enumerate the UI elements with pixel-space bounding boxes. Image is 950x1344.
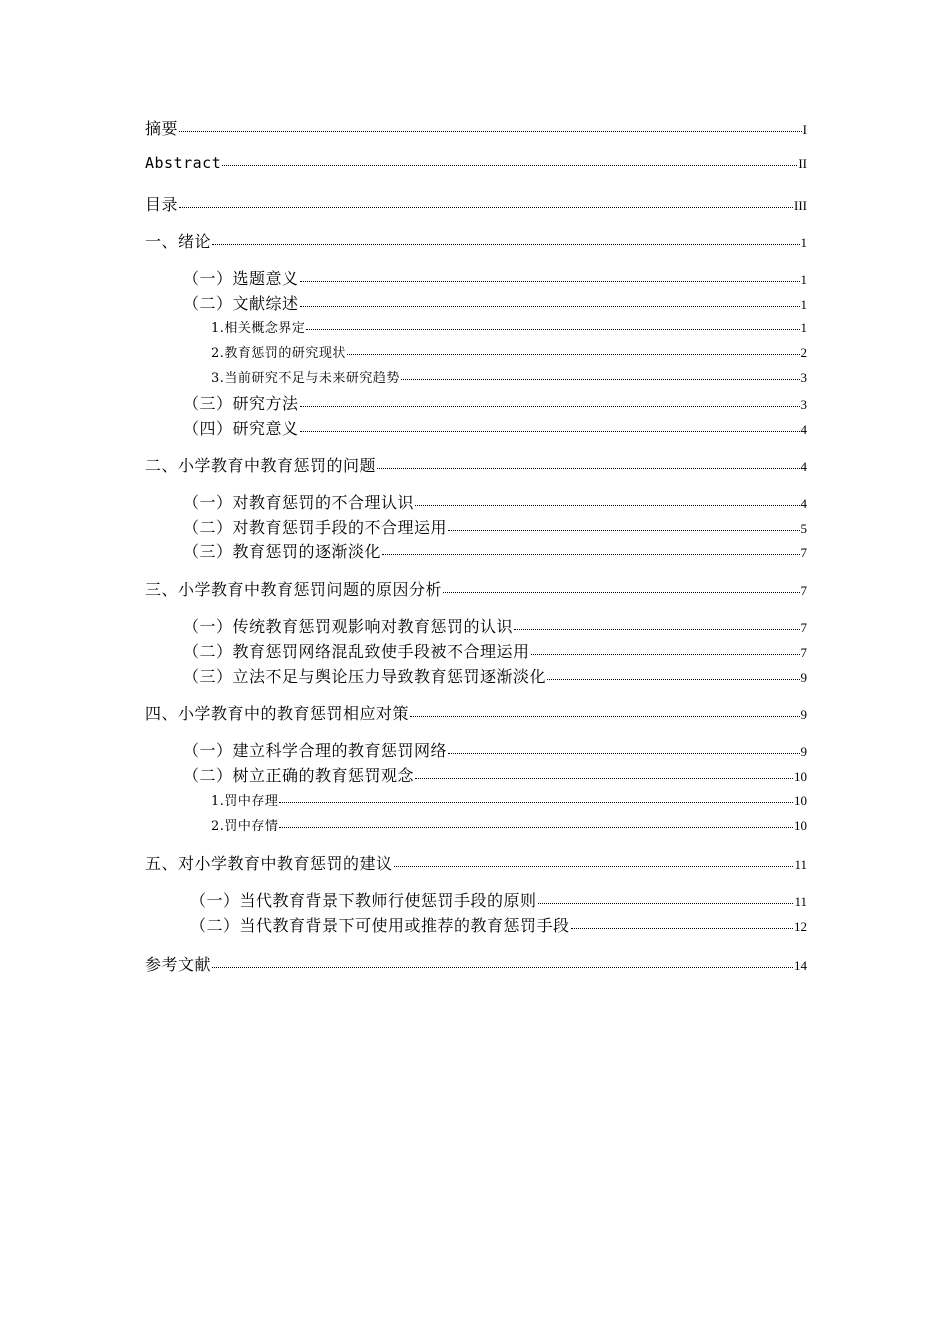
toc-entry-title: （一）建立科学合理的教育惩罚网络 xyxy=(183,741,448,760)
toc-entry-page: 12 xyxy=(794,919,807,934)
toc-entry-title: Abstract xyxy=(145,154,222,172)
toc-entry-page: 9 xyxy=(800,707,807,722)
toc-leader-dots xyxy=(300,306,800,307)
toc-entry-title: （四）研究意义 xyxy=(183,419,299,438)
toc-entry-page: 1 xyxy=(800,235,807,250)
toc-entry-page: 4 xyxy=(800,459,807,474)
toc-leader-dots xyxy=(300,281,800,282)
toc-entry-subsection-4-2-1[interactable] xyxy=(211,790,807,809)
toc-entry-page: 1 xyxy=(800,272,807,287)
toc-entry-chapter-3[interactable] xyxy=(145,577,807,600)
toc-leader-dots xyxy=(443,592,799,593)
toc-leader-dots xyxy=(300,406,800,407)
toc-entry-subsection-1-2-2[interactable] xyxy=(211,342,807,361)
toc-leader-dots xyxy=(401,379,800,380)
toc-entry-page: 11 xyxy=(794,857,807,872)
toc-leader-dots xyxy=(531,654,800,655)
toc-entry-title: 四、小学教育中的教育惩罚相应对策 xyxy=(145,704,410,723)
toc-entry-page: 4 xyxy=(800,422,807,437)
toc-entry-title: 二、小学教育中教育惩罚的问题 xyxy=(145,456,377,475)
toc-entry-title: 1.罚中存理 xyxy=(211,794,279,809)
toc-leader-dots xyxy=(538,903,794,904)
toc-leader-dots xyxy=(571,928,793,929)
toc-entry-title: 3.当前研究不足与未来研究趋势 xyxy=(211,371,400,386)
toc-leader-dots xyxy=(279,802,793,803)
toc-entry-chapter-1[interactable] xyxy=(145,229,807,252)
toc-entry-title: 目录 xyxy=(145,195,179,214)
toc-entry-title: （一）对教育惩罚的不合理认识 xyxy=(183,493,415,512)
toc-entry-page: 14 xyxy=(794,958,807,973)
toc-entry-section-1-3[interactable] xyxy=(183,391,807,414)
toc-entry-page: 3 xyxy=(800,397,807,412)
toc-entry-subsection-1-2-1[interactable] xyxy=(211,317,807,336)
toc-entry-page: 11 xyxy=(794,894,807,909)
toc-leader-dots xyxy=(448,530,799,531)
toc-entry-contents[interactable] xyxy=(145,192,807,215)
toc-entry-title: （一）当代教育背景下教师行使惩罚手段的原则 xyxy=(190,891,537,910)
toc-entry-title: 摘要 xyxy=(145,119,179,138)
toc-leader-dots xyxy=(300,431,800,432)
toc-entry-chapter-2[interactable] xyxy=(145,453,807,476)
toc-entry-title: （二）文献综述 xyxy=(183,294,299,313)
toc-entry-title: 2.教育惩罚的研究现状 xyxy=(211,346,346,361)
toc-entry-page: III xyxy=(794,198,807,213)
toc-entry-subsection-1-2-3[interactable] xyxy=(211,367,807,386)
toc-leader-dots xyxy=(212,967,793,968)
toc-entry-page: 4 xyxy=(800,496,807,511)
toc-entry-title: （三）教育惩罚的逐渐淡化 xyxy=(183,542,382,561)
toc-entry-section-1-1[interactable] xyxy=(183,266,807,289)
toc-entry-page: 10 xyxy=(794,793,807,808)
toc-leader-dots xyxy=(179,131,802,132)
toc-entry-page: II xyxy=(798,156,807,171)
toc-leader-dots xyxy=(222,165,797,166)
toc-entry-title: 五、对小学教育中教育惩罚的建议 xyxy=(145,854,393,873)
toc-entry-page: 10 xyxy=(794,818,807,833)
toc-entry-title: （一）传统教育惩罚观影响对教育惩罚的认识 xyxy=(183,617,514,636)
toc-leader-dots xyxy=(382,554,799,555)
toc-entry-section-4-1[interactable] xyxy=(183,738,807,761)
toc-entry-abstract-cn[interactable] xyxy=(145,116,807,139)
toc-entry-page: 1 xyxy=(800,320,807,335)
toc-entry-page: 2 xyxy=(800,345,807,360)
toc-entry-abstract-en[interactable] xyxy=(145,154,807,172)
toc-entry-title: 2.罚中存情 xyxy=(211,819,279,834)
toc-entry-page: 7 xyxy=(800,545,807,560)
toc-leader-dots xyxy=(377,468,799,469)
toc-entry-title: 一、绪论 xyxy=(145,232,212,251)
toc-leader-dots xyxy=(547,679,799,680)
toc-entry-references[interactable] xyxy=(145,952,807,975)
toc-entry-section-3-1[interactable] xyxy=(183,614,807,637)
toc-entry-subsection-4-2-2[interactable] xyxy=(211,815,807,834)
toc-leader-dots xyxy=(394,866,794,867)
toc-leader-dots xyxy=(410,716,799,717)
toc-entry-section-3-2[interactable] xyxy=(183,639,807,662)
toc-entry-title: （三）立法不足与舆论压力导致教育惩罚逐渐淡化 xyxy=(183,667,547,686)
toc-leader-dots xyxy=(279,827,793,828)
toc-entry-page: 7 xyxy=(800,620,807,635)
toc-entry-page: 7 xyxy=(800,645,807,660)
toc-entry-page: I xyxy=(802,122,807,137)
toc-entry-section-4-2[interactable] xyxy=(183,763,807,786)
toc-entry-page: 7 xyxy=(800,583,807,598)
toc-entry-section-3-3[interactable] xyxy=(183,664,807,687)
toc-leader-dots xyxy=(514,629,799,630)
toc-entry-page: 1 xyxy=(800,297,807,312)
toc-leader-dots xyxy=(415,778,793,779)
toc-entry-chapter-5[interactable] xyxy=(145,851,807,874)
toc-entry-title: 参考文献 xyxy=(145,955,212,974)
toc-entry-title: 三、小学教育中教育惩罚问题的原因分析 xyxy=(145,580,443,599)
toc-leader-dots xyxy=(306,329,799,330)
toc-entry-section-2-3[interactable] xyxy=(183,539,807,562)
toc-entry-page: 3 xyxy=(800,370,807,385)
toc-entry-title: （一）选题意义 xyxy=(183,269,299,288)
toc-leader-dots xyxy=(212,244,799,245)
toc-entry-title: （二）教育惩罚网络混乱致使手段被不合理运用 xyxy=(183,642,530,661)
toc-entry-title: （二）对教育惩罚手段的不合理运用 xyxy=(183,518,448,537)
toc-entry-page: 9 xyxy=(800,744,807,759)
toc-leader-dots xyxy=(415,505,799,506)
toc-entry-title: （二）树立正确的教育惩罚观念 xyxy=(183,766,415,785)
toc-entry-title: 1.相关概念界定 xyxy=(211,321,306,336)
toc-entry-section-2-2[interactable] xyxy=(183,515,807,538)
toc-entry-section-1-2[interactable] xyxy=(183,291,807,314)
toc-entry-title: （二）当代教育背景下可使用或推荐的教育惩罚手段 xyxy=(190,916,570,935)
toc-entry-page: 10 xyxy=(794,769,807,784)
toc-leader-dots xyxy=(179,207,793,208)
toc-entry-section-5-1[interactable] xyxy=(190,888,807,911)
toc-entry-section-5-2[interactable] xyxy=(190,913,807,936)
toc-entry-page: 9 xyxy=(800,670,807,685)
toc-entry-section-2-1[interactable] xyxy=(183,490,807,513)
toc-leader-dots xyxy=(347,354,800,355)
toc-entry-section-1-4[interactable] xyxy=(183,416,807,439)
toc-entry-page: 5 xyxy=(800,521,807,536)
toc-leader-dots xyxy=(448,753,799,754)
toc-entry-chapter-4[interactable] xyxy=(145,701,807,724)
toc-entry-title: （三）研究方法 xyxy=(183,394,299,413)
